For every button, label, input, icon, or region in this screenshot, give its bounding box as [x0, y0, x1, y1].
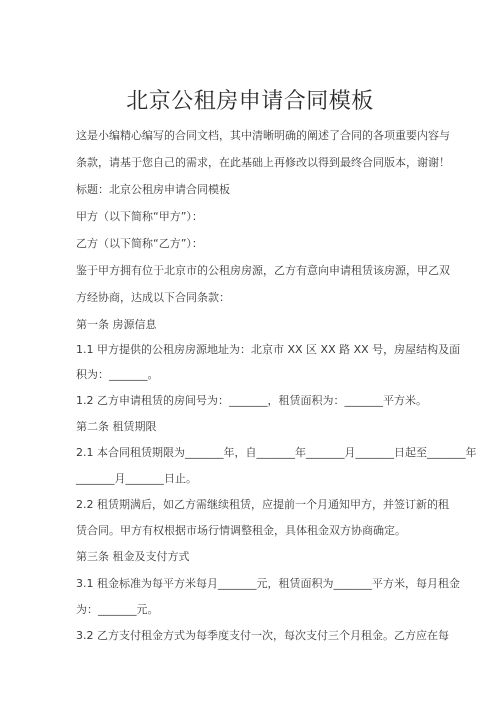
intro-line-1: 这是小编精心编写的合同文档，其中清晰明确的阐述了合同的各项重要内容与: [76, 129, 450, 142]
clause-2-2-line-2: 赁合同。甲方有权根据市场行情调整租金，具体租金双方协商确定。: [76, 524, 406, 537]
article-1-heading: 第一条 房源信息: [76, 318, 157, 331]
clause-1-2: 1.2 乙方申请租赁的房间号为：_______，租赁面积为：_______平方米。: [76, 394, 427, 407]
clause-1-1-line-1: 1.1 甲方提供的公租房房源地址为：北京市 XX 区 XX 路 XX 号，房屋结构及面: [76, 343, 461, 356]
clause-3-1-line-2: 为：_______元。: [76, 603, 159, 616]
article-3-heading: 第三条 租金及支付方式: [76, 550, 190, 563]
clause-2-1-line-1: 2.1 本合同租赁期限为_______年，自_______年_______月_______日起至_______年: [76, 446, 477, 459]
clause-2-2-line-1: 2.2 租赁期满后，如乙方需继续租赁，应提前一个月通知甲方，并签订新的租: [76, 498, 449, 511]
preamble-line-1: 鉴于甲方拥有位于北京市的公租房房源，乙方有意向申请租赁该房源，甲乙双: [76, 264, 450, 277]
article-2-heading: 第二条 租赁期限: [76, 420, 157, 433]
intro-line-2: 条款，请基于您自己的需求，在此基础上再修改以得到最终合同版本，谢谢！: [76, 156, 450, 169]
clause-2-1-line-2: _______月_______日止。: [76, 472, 197, 485]
heading-line: 标题：北京公租房申请合同模板: [76, 183, 230, 196]
party-b-line: 乙方（以下简称“乙方”）：: [76, 237, 203, 250]
preamble-line-2: 方经协商，达成以下合同条款：: [76, 291, 230, 304]
clause-3-2-line-1: 3.2 乙方支付租金方式为每季度支付一次，每次支付三个月租金。乙方应在每: [76, 629, 449, 642]
clause-3-1-line-1: 3.1 租金标准为每平方米每月_______元，租赁面积为_______平方米，每月租金: [76, 577, 460, 590]
clause-1-1-line-2: 积为：_______。: [76, 368, 159, 381]
party-a-line: 甲方（以下简称“甲方”）：: [76, 210, 203, 223]
document-title: 北京公租房申请合同模板: [126, 89, 374, 114]
